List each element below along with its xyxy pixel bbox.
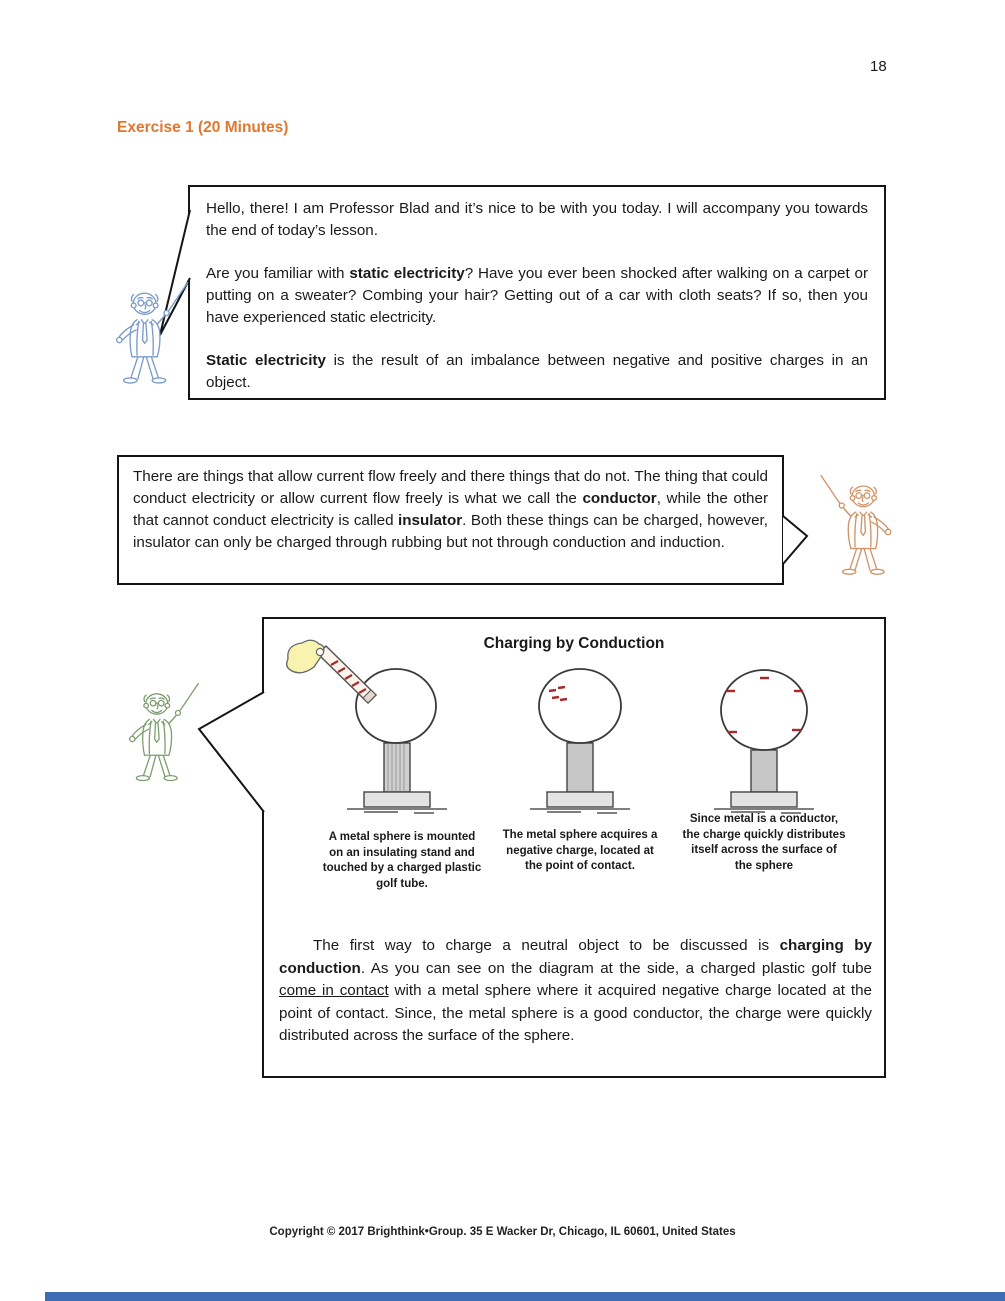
question-text-a: Are you familiar with <box>206 265 350 282</box>
static-electricity-definition-paragraph <box>206 350 868 394</box>
professor-blad-figure-orange <box>816 474 904 590</box>
speech-box-conductor-insulator <box>117 455 784 585</box>
cp-text-a: The first way to charge a neutral object to be discussed is <box>313 937 780 954</box>
caption-sphere-3: Since metal is a conductor, the charge quickly distributes itself across the surface of the sphere <box>682 813 846 872</box>
static-electricity-question-paragraph <box>206 263 868 329</box>
professor-blad-figure-green <box>116 682 204 796</box>
cp-text-c: . As you can see on the diagram at the side, a charged plastic golf tube <box>360 959 872 977</box>
question-text-c: ? Have you ever been shocked after walking on a carpet or putting on a sweater? Combing your hair? Getting out of a car with cloth seats? If so, then you have experienced static electricity. <box>206 265 869 326</box>
definition-text: is the result of an imbalance between negative and positive charges in an object. <box>206 352 869 391</box>
ci-text-a: There are things that allow current flow freely and there things that do not. The thing that could conduct electricity or allow current flow freely is what we call the <box>133 468 768 507</box>
sphere-stand-2 <box>539 669 621 807</box>
static-electricity-bold: static electricity <box>349 265 465 282</box>
ci-text-c: , while the other that cannot conduct electricity is called <box>133 490 769 529</box>
cp-text-e: with a metal sphere where it acquired negative charge located at the point of contact. Since, the metal sphere is a good conductor, the charge were quickly distributed across the surface of the sphere. <box>279 982 872 1044</box>
ci-text-e: . Both these things can be charged, however, insulator can only be charged through rubbing but not through conduction and induction. <box>133 512 768 551</box>
conductor-insulator-paragraph <box>133 466 768 554</box>
conduction-diagram <box>264 633 888 819</box>
professor-blad-figure-blue <box>103 281 193 399</box>
exercise-heading: Exercise 1 (20 Minutes) <box>117 119 289 136</box>
come-in-contact-underline: come in contact <box>279 982 389 999</box>
static-electricity-bold-2: Static electricity <box>206 352 326 369</box>
page-number: 18 <box>870 58 887 75</box>
intro-text: Hello, there! I am Professor Blad and it’s nice to be with you today. I will accompany you towards the end of today’s lesson. <box>206 200 868 239</box>
intro-paragraph <box>206 198 868 242</box>
insulator-bold: insulator <box>398 512 463 529</box>
tail-box2 <box>783 516 807 564</box>
metal-sphere-1 <box>356 669 436 743</box>
speech-box-professor-intro <box>188 185 886 400</box>
charging-by-conduction-box <box>262 617 886 1078</box>
conduction-paragraph <box>279 935 872 1048</box>
caption-sphere-2: The metal sphere acquires a negative charge, located at the point of contact. <box>502 829 658 872</box>
charged-golf-tube-icon <box>318 646 376 703</box>
caption-sphere-1: A metal sphere is mounted on an insulating stand and touched by a charged plastic golf tube. <box>322 831 482 890</box>
charging-by-conduction-bold: charging by conduction <box>279 937 872 977</box>
metal-sphere-3 <box>721 670 807 750</box>
tail-diagram-box <box>199 692 264 812</box>
bottom-blue-bar <box>45 1292 1005 1301</box>
sphere-stand-3 <box>721 670 807 807</box>
metal-sphere-2 <box>539 669 621 743</box>
copyright-footer: Copyright © 2017 Brighthink•Group. 35 E Wacker Dr, Chicago, IL 60601, United States <box>269 1226 736 1238</box>
conductor-bold: conductor <box>582 490 657 507</box>
hand-icon <box>287 640 324 673</box>
diagram-title: Charging by Conduction <box>483 635 665 652</box>
